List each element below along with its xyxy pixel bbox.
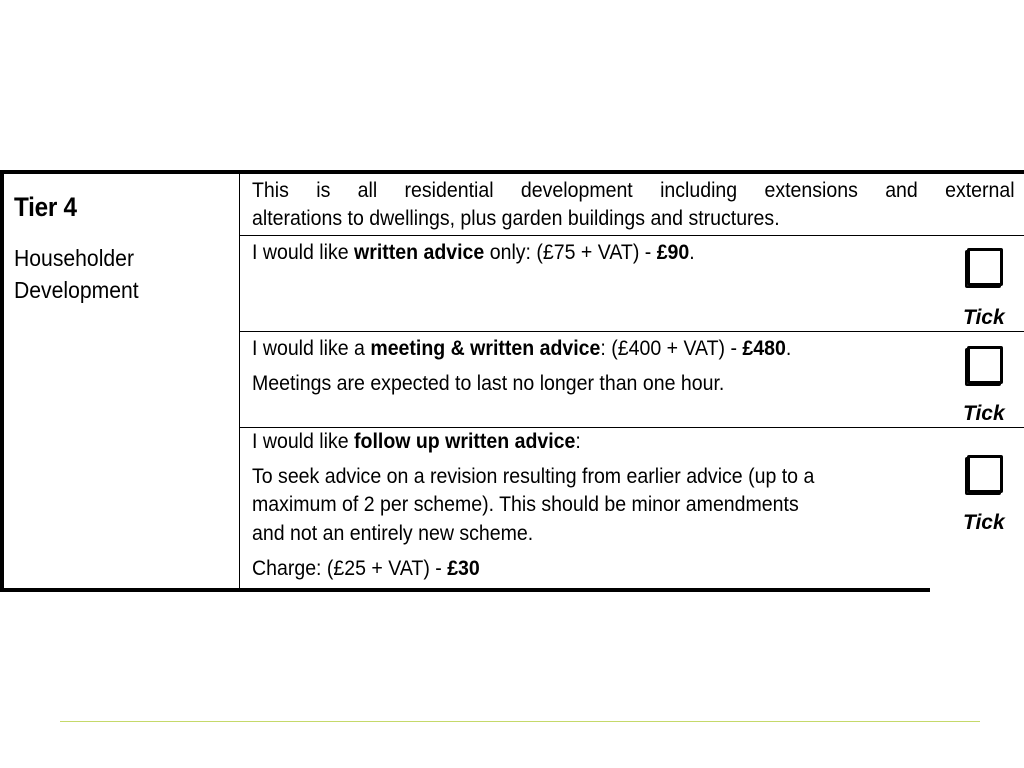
option-meeting-note: Meetings are expected to last no longer than one hour. xyxy=(252,372,725,395)
option-1-price: £90 xyxy=(656,241,690,264)
options-column xyxy=(240,174,1024,588)
intro-row xyxy=(240,174,1024,236)
option-2-price: £480 xyxy=(742,337,786,360)
option-2-middle: : (£400 + VAT) - xyxy=(600,337,743,360)
follow-up-desc-line-1: To seek advice on a revision resulting from earlier advice (up to a xyxy=(252,465,815,488)
intro-line-2: alterations to dwellings, plus garden buildings and structures. xyxy=(252,207,780,230)
follow-up-desc-line-3: and not an entirely new scheme. xyxy=(252,522,534,545)
option-1-suffix: . xyxy=(689,241,695,264)
option-2-suffix: . xyxy=(785,337,792,360)
tier-desc-line-2: Development xyxy=(14,277,139,303)
option-3-charge-prefix: Charge: (£25 + VAT) - xyxy=(252,557,448,580)
fee-form-table xyxy=(0,170,1024,592)
tier-desc-line-1: Householder xyxy=(14,245,134,271)
option-written-advice-row xyxy=(240,236,1024,332)
footer-rule xyxy=(60,721,980,722)
tick-label: Tick xyxy=(963,511,1005,534)
option-3-charge-price: £30 xyxy=(447,557,480,580)
option-1-prefix: I would like xyxy=(252,241,355,264)
option-1-bold: written advice xyxy=(354,241,485,264)
written-advice-checkbox[interactable] xyxy=(967,248,1003,286)
option-3-prefix: I would like xyxy=(252,430,355,453)
option-meeting-row xyxy=(240,332,1024,428)
tier-cell xyxy=(4,174,240,588)
option-3-suffix: : xyxy=(575,430,581,453)
intro-line-1: This is all residential development including extensions and external xyxy=(252,179,1015,202)
tick-label: Tick xyxy=(963,402,1005,425)
option-follow-up-row xyxy=(240,428,1024,592)
tier-title: Tier 4 xyxy=(14,192,77,222)
option-follow-up-text xyxy=(252,428,581,456)
option-written-advice-text xyxy=(252,239,695,267)
follow-up-charge xyxy=(252,555,480,583)
border-gap xyxy=(930,588,1024,594)
option-2-prefix: I would like a xyxy=(252,337,371,360)
follow-up-desc-line-2: maximum of 2 per scheme). This should be minor amendments xyxy=(252,493,799,516)
option-3-bold: follow up written advice xyxy=(354,430,576,453)
option-2-bold: meeting & written advice xyxy=(370,337,601,360)
option-1-middle: only: (£75 + VAT) - xyxy=(484,241,657,264)
meeting-advice-checkbox[interactable] xyxy=(967,346,1003,384)
follow-up-advice-checkbox[interactable] xyxy=(967,455,1003,493)
option-meeting-text xyxy=(252,335,791,363)
tick-label: Tick xyxy=(963,306,1005,329)
tier-description xyxy=(14,242,139,306)
